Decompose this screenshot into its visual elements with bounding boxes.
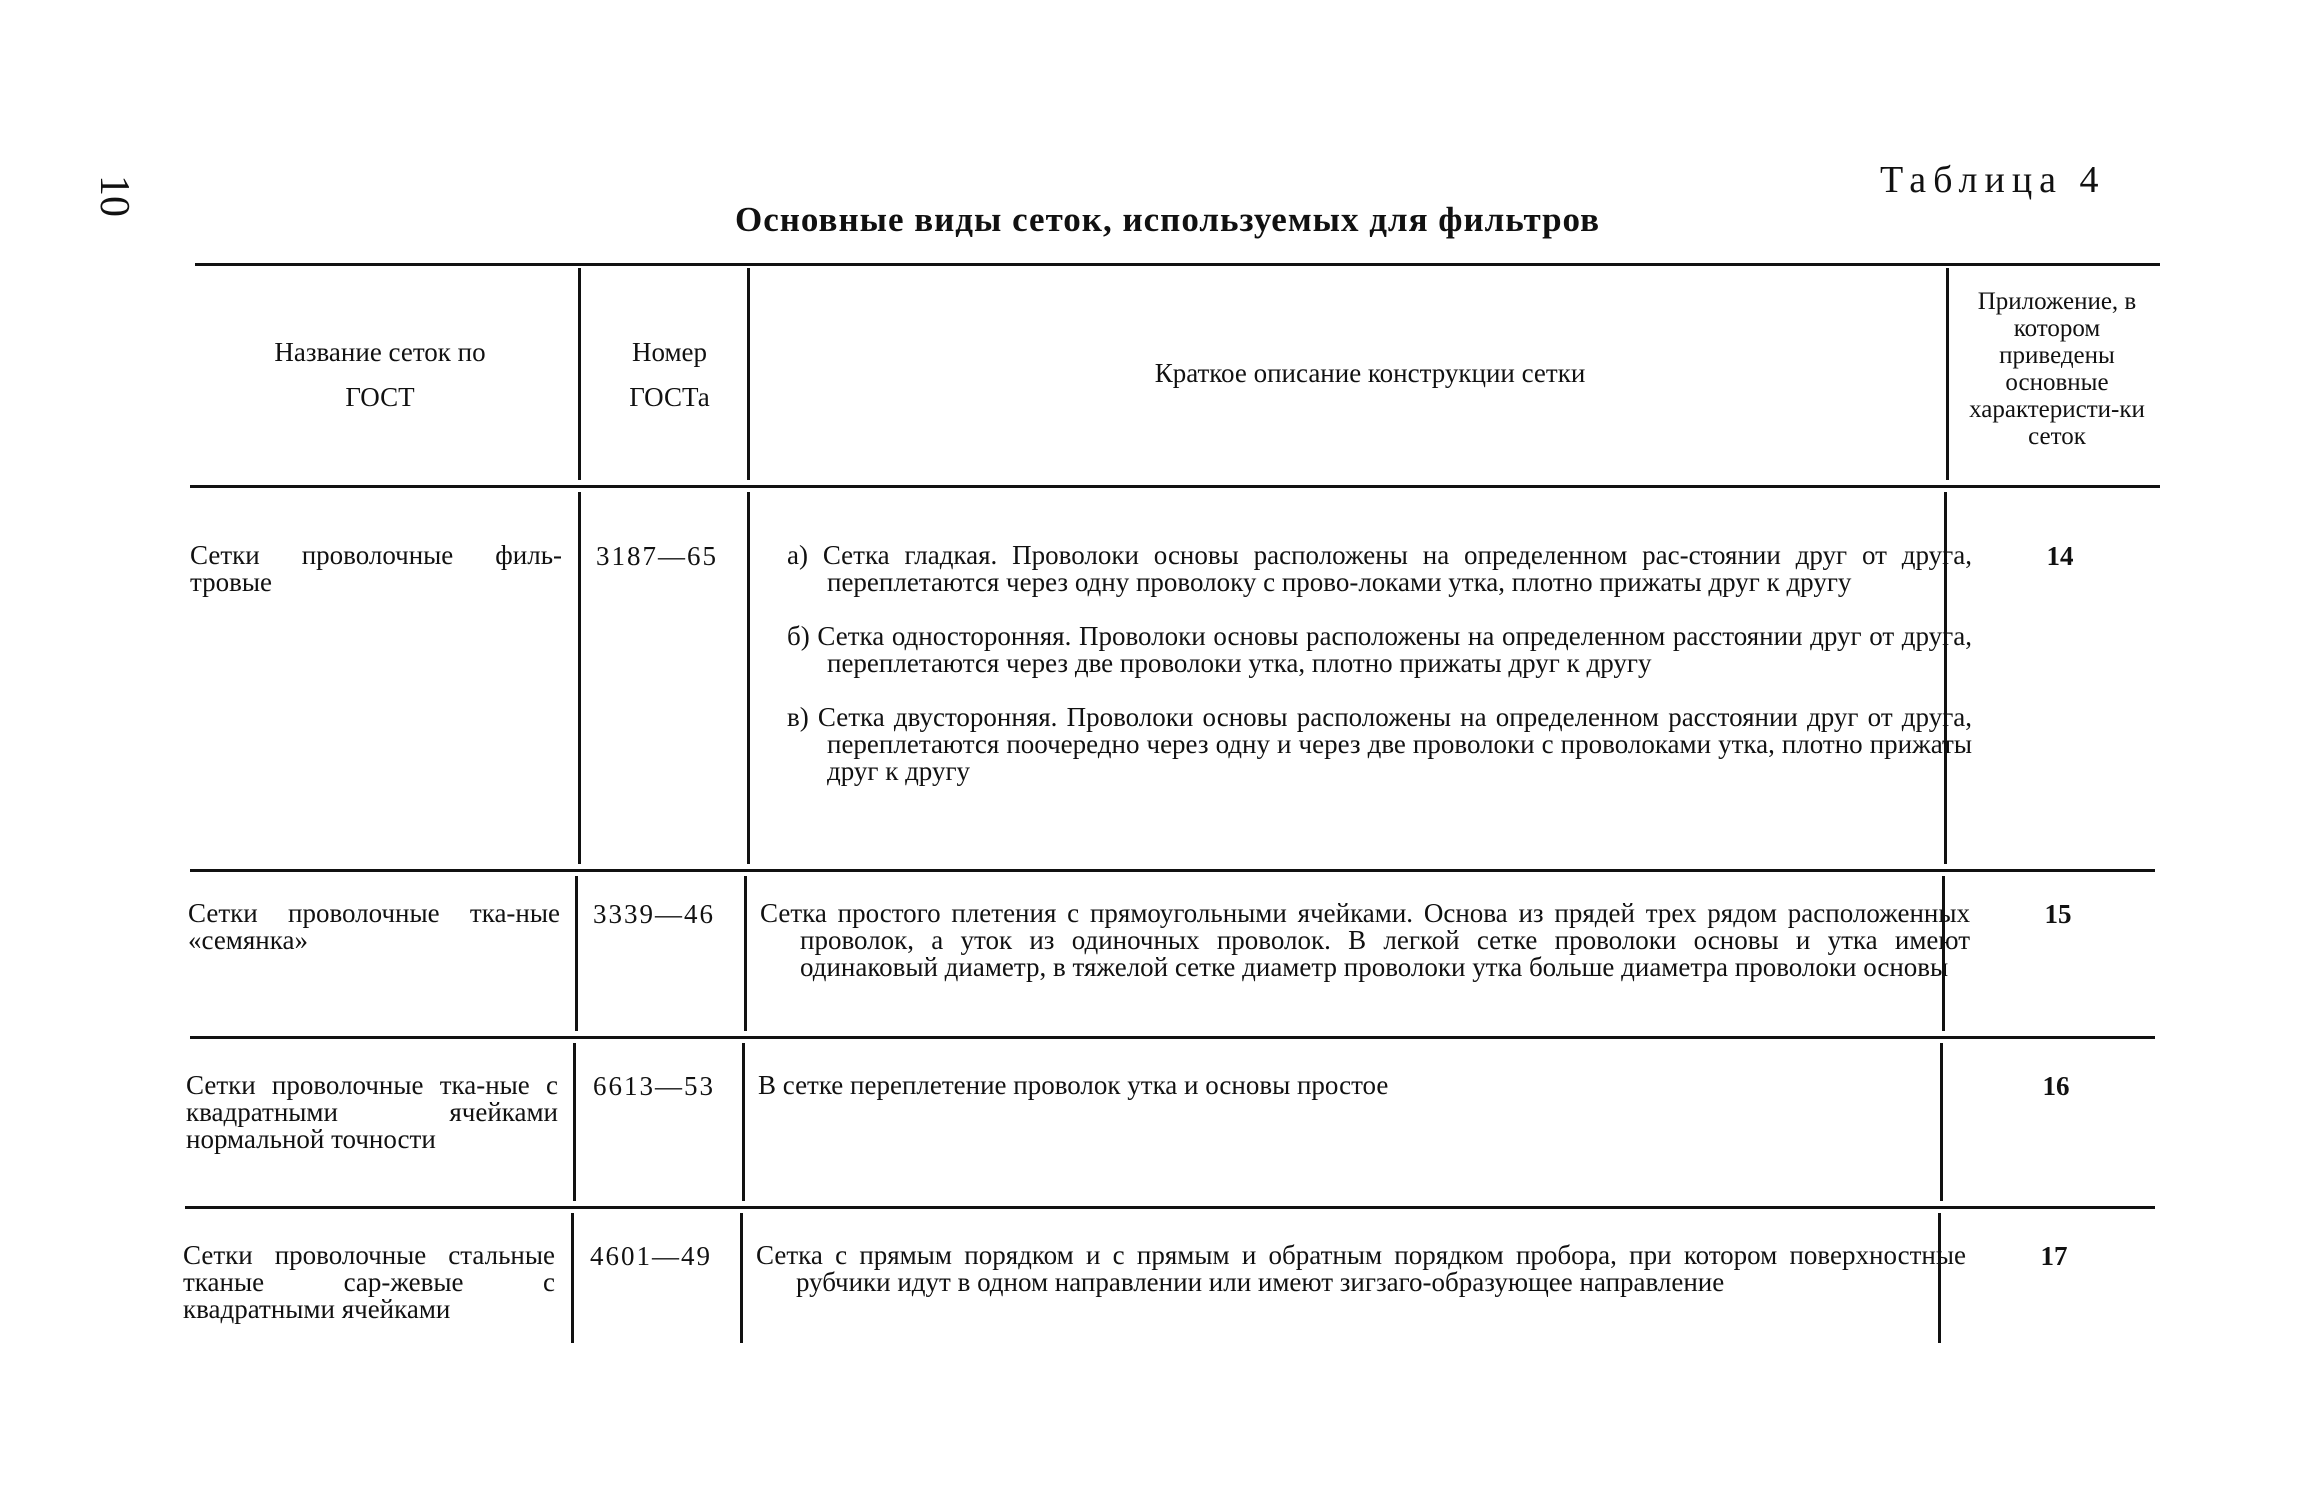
col-rule-1 bbox=[578, 492, 581, 864]
row-3-name: Сетки проволочные тка-ные с квадратными ячейками нормальной точности bbox=[186, 1070, 558, 1154]
row-2-bottom-rule bbox=[190, 1036, 2155, 1039]
row-2-appendix: 15 bbox=[2044, 899, 2072, 929]
row-1-item-b: б) Сетка односторонняя. Проволоки основы расположены на определенном расстоянии друг от друга, переплетаются через две проволоки утка, плотно прижаты друг к другу bbox=[787, 621, 1972, 678]
row-1-item-c: в) Сетка двусторонняя. Проволоки основы расположены на определенном расстоянии друг от друга, переплетаются поочередно через одну и через две проволоки с проволоками утка, плотно прижаты друг к другу bbox=[787, 702, 1972, 786]
row-3-bottom-rule bbox=[185, 1206, 2155, 1209]
col-rule-2 bbox=[744, 876, 747, 1031]
col-rule-1 bbox=[573, 1043, 576, 1201]
row-3-description: В сетке переплетение проволок утка и основы простое bbox=[758, 1070, 1389, 1100]
col-rule-3 bbox=[1946, 268, 1949, 480]
col-rule-3 bbox=[1940, 1043, 1943, 1201]
row-1-bottom-rule bbox=[190, 869, 2155, 872]
header-name: Название сеток по ГОСТ bbox=[274, 337, 486, 412]
col-rule-1 bbox=[575, 876, 578, 1031]
page-number: 10 bbox=[91, 175, 137, 217]
row-2-name: Сетки проволочные тка-ные «семянка» bbox=[188, 898, 560, 955]
row-1-item-a: а) Сетка гладкая. Проволоки основы расположены на определенном рас-стоянии друг от друга, переплетаются через одну проволоку с прово-локами утка, плотно прижаты друг к другу bbox=[787, 540, 1972, 597]
col-rule-2 bbox=[740, 1213, 743, 1343]
row-1-appendix: 14 bbox=[2046, 541, 2074, 571]
row-1-name: Сетки проволочные филь-тровые bbox=[190, 540, 562, 597]
header-gost: Номер ГОСТа bbox=[629, 337, 710, 412]
col-rule-2 bbox=[742, 1043, 745, 1201]
header-bottom-rule bbox=[190, 485, 2160, 488]
col-rule-1 bbox=[571, 1213, 574, 1343]
row-4-gost: 4601—49 bbox=[590, 1241, 712, 1271]
table-label: Таблица 4 bbox=[1880, 159, 2106, 201]
row-2-gost: 3339—46 bbox=[593, 899, 715, 929]
header-appendix: Приложение, в котором приведены основные характеристи-ки сеток bbox=[1969, 288, 2145, 450]
header-description: Краткое описание конструкции сетки bbox=[1154, 358, 1586, 388]
table-title: Основные виды сеток, используемых для фильтров bbox=[735, 200, 1601, 239]
row-4-name: Сетки проволочные стальные тканые сар-жевые с квадратными ячейками bbox=[183, 1240, 555, 1324]
row-3-gost: 6613—53 bbox=[593, 1071, 715, 1101]
row-3-appendix: 16 bbox=[2042, 1071, 2070, 1101]
col-rule-2 bbox=[747, 492, 750, 864]
row-2-description: Сетка простого плетения с прямоугольными ячейками. Основа из прядей трех рядом расположенных проволок, а уток из одиночных проволок. В легкой сетке проволоки основы и утка имеют одинаковый диаметр, в тяжелой сетке диаметр проволоки утка больше диаметра проволоки основы bbox=[760, 898, 1970, 982]
col-rule-1 bbox=[578, 268, 581, 480]
row-1-gost: 3187—65 bbox=[596, 541, 718, 571]
col-rule-2 bbox=[747, 268, 750, 480]
row-4-appendix: 17 bbox=[2040, 1241, 2068, 1271]
table-top-rule bbox=[195, 263, 2160, 266]
row-4-description: Сетка с прямым порядком и с прямым и обратным порядком пробора, при котором поверхностные рубчики идут в одном направлении или имеют зигзаго-образующее направление bbox=[756, 1240, 1966, 1297]
